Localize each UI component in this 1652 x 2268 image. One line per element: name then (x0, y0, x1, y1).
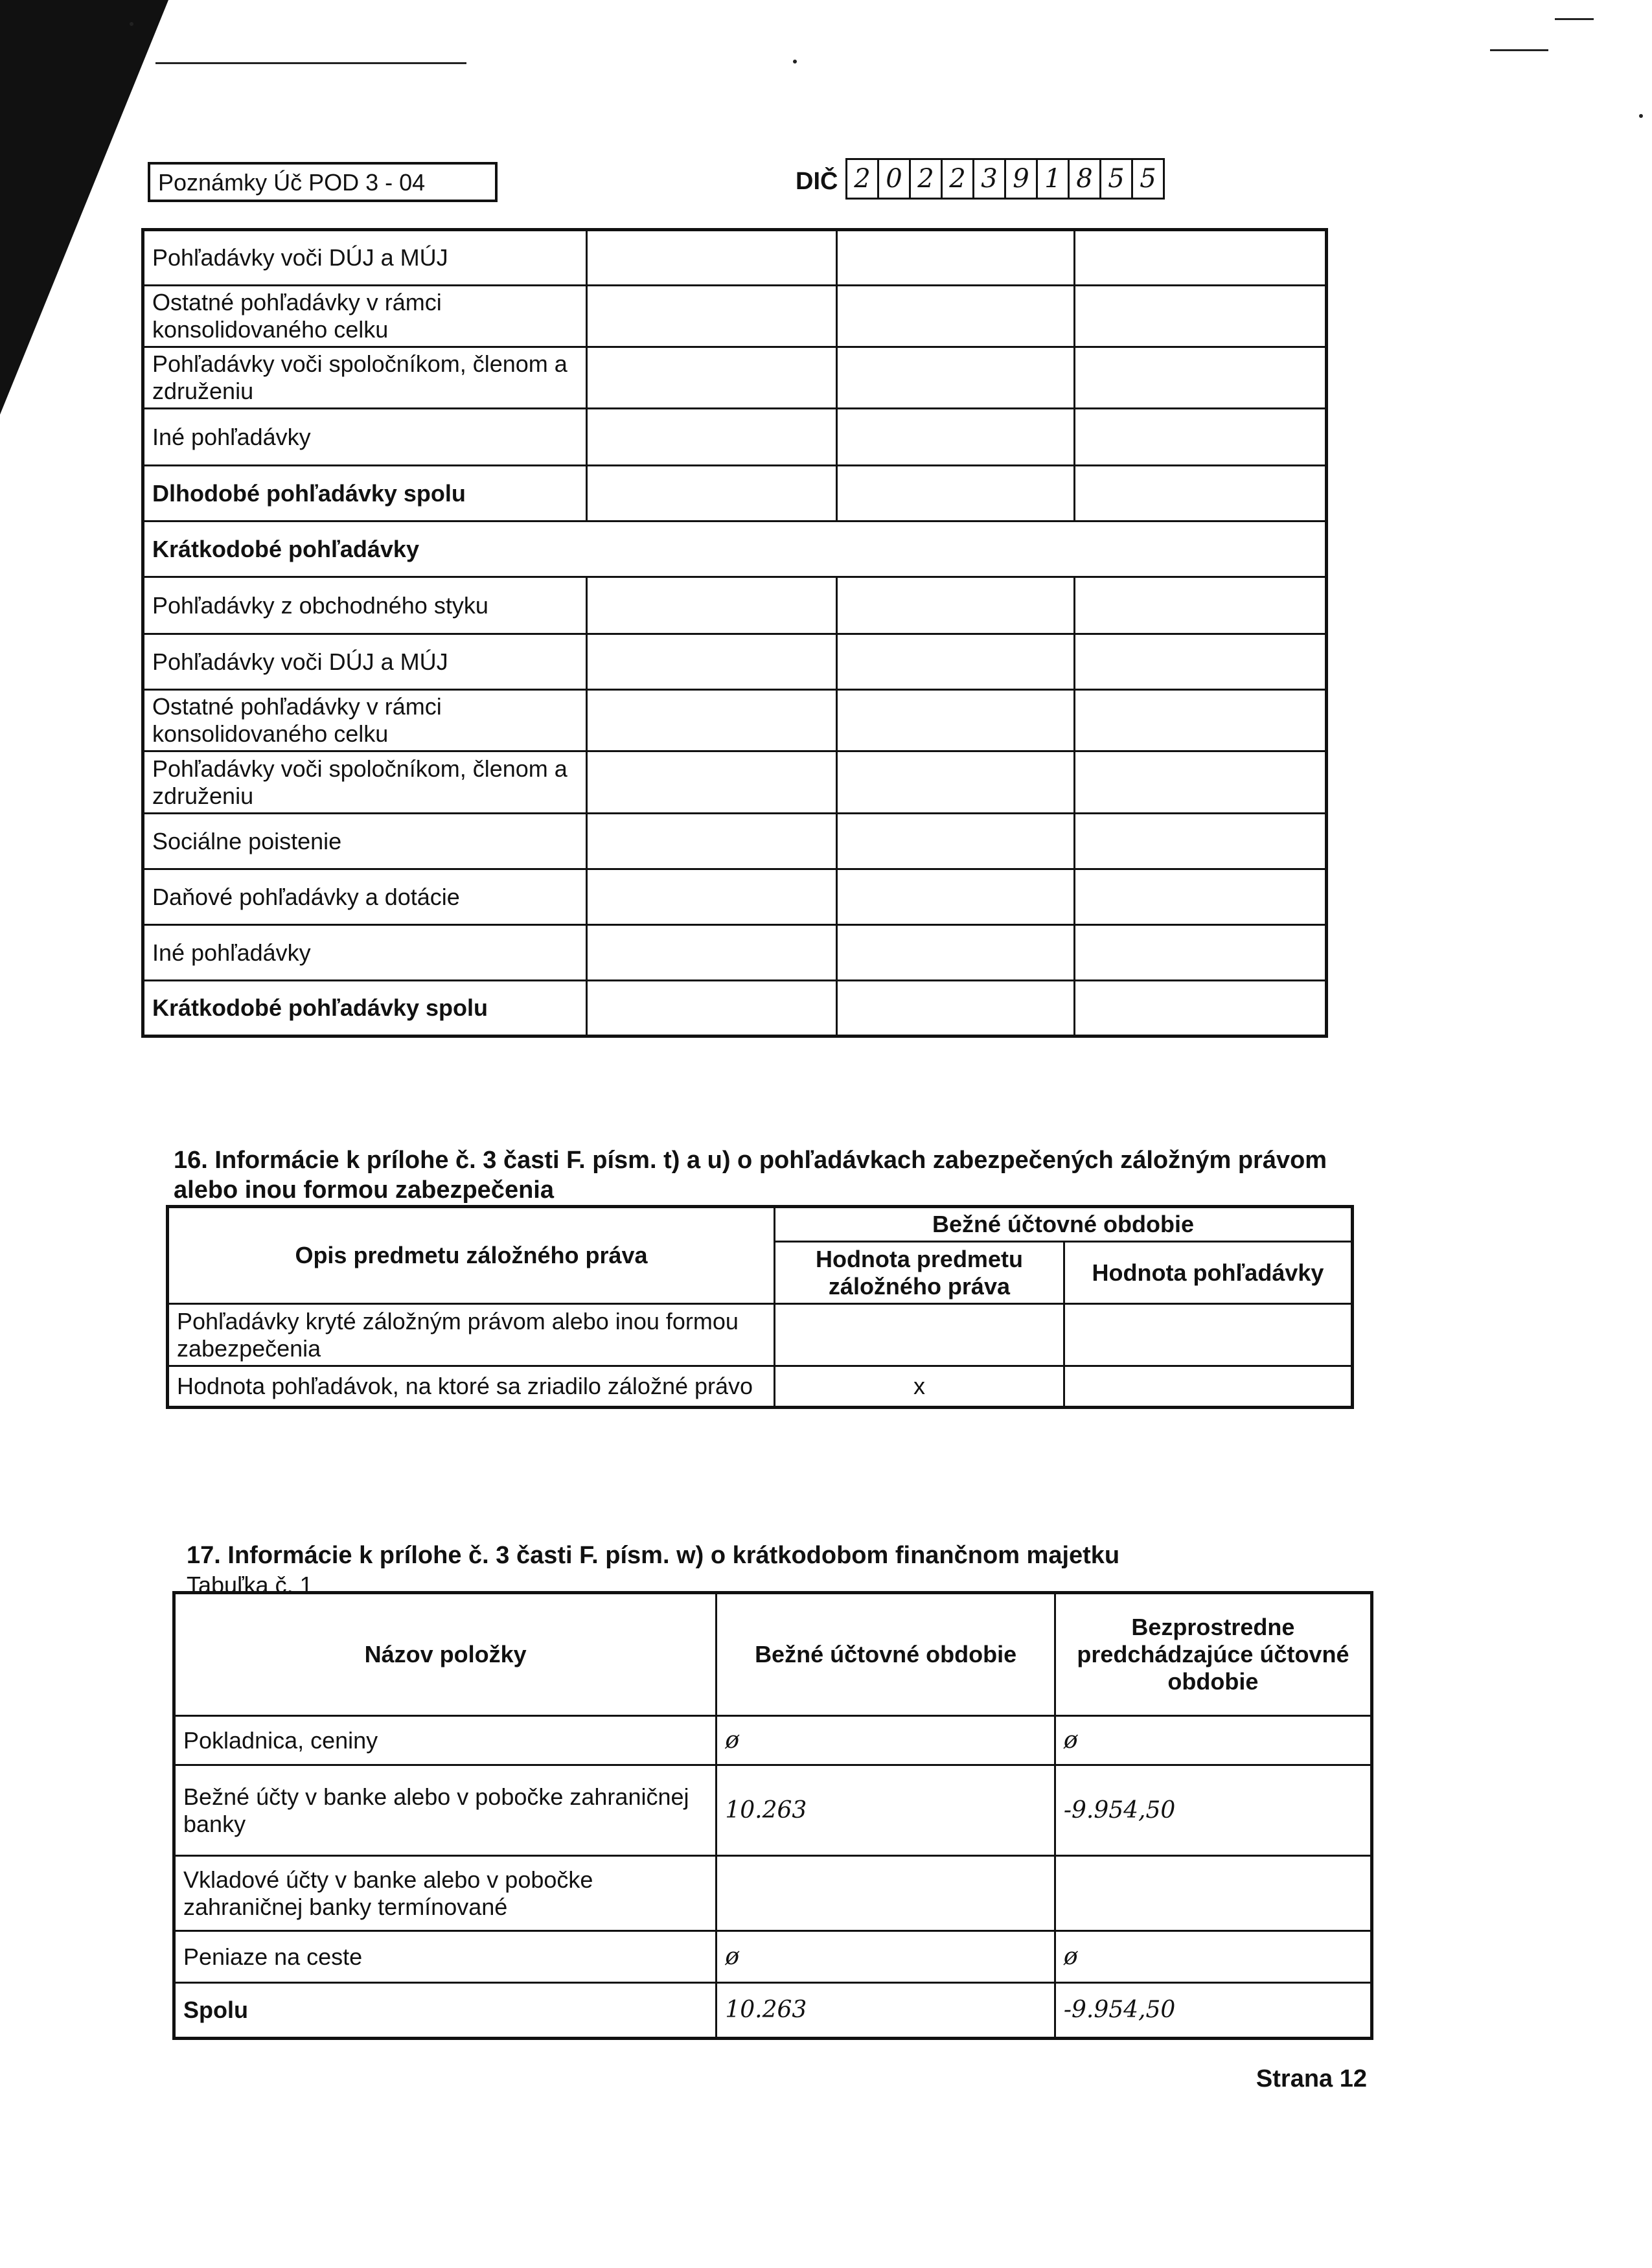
table-row (143, 869, 1327, 925)
table-row (143, 409, 1327, 466)
scan-speck (130, 22, 133, 26)
cell-previous: ø (1055, 1716, 1371, 1765)
table-row (143, 751, 1327, 814)
cell-current (717, 1856, 1055, 1931)
financial-assets-table (172, 1591, 1373, 2040)
table-row (143, 634, 1327, 690)
row-label: Pohľadávky kryté záložným právom alebo inou formou zabezpečenia (168, 1304, 775, 1366)
cell-previous: -9.954,50 (1055, 1983, 1371, 2039)
row-label-total: Spolu (174, 1983, 717, 2039)
table-row (174, 1716, 1372, 1765)
table-section-row (143, 521, 1327, 577)
row-label: Sociálne poistenie (143, 814, 587, 869)
table-row (174, 1856, 1372, 1931)
row-label: Ostatné pohľadávky v rámci konsolidovaného celku (143, 690, 587, 751)
page-number: Strana 12 (1256, 2065, 1367, 2092)
collateral-table (166, 1205, 1354, 1409)
row-label: Vkladové účty v banke alebo v pobočke zahraničnej banky termínované (174, 1856, 717, 1931)
table-row (143, 814, 1327, 869)
dic-digit: 2 (845, 158, 879, 200)
scan-speck (1639, 114, 1643, 118)
row-label: Pokladnica, ceniny (174, 1716, 717, 1765)
section-17-number: 17. (187, 1542, 221, 1569)
table-row-total (143, 981, 1327, 1037)
column-header: Bezprostredne predchádzajúce účtovné obdobie (1055, 1593, 1371, 1716)
row-label: Pohľadávky voči DÚJ a MÚJ (143, 230, 587, 286)
dic-digit: 3 (972, 158, 1006, 200)
receivables-table (141, 228, 1328, 1038)
table-row (143, 230, 1327, 286)
dic-digit: 2 (909, 158, 943, 200)
table-header-row (174, 1593, 1372, 1716)
table-row (168, 1366, 1353, 1408)
dic-digit: 5 (1131, 158, 1165, 200)
cell-current: ø (717, 1716, 1055, 1765)
row-label: Pohľadávky voči spoločníkom, členom a združeniu (143, 347, 587, 409)
cell-previous (1055, 1856, 1371, 1931)
form-id-label: Poznámky Úč POD 3 - 04 (148, 162, 498, 202)
dic-label: DIČ (796, 168, 838, 195)
column-group-header: Bežné účtovné obdobie (775, 1207, 1353, 1242)
column-header: Bežné účtovné obdobie (717, 1593, 1055, 1716)
table-row (174, 1931, 1372, 1983)
table-row (174, 1765, 1372, 1856)
scan-rule-top-left (155, 62, 466, 64)
row-label: Ostatné pohľadávky v rámci konsolidovaného celku (143, 286, 587, 347)
cell-previous: ø (1055, 1931, 1371, 1983)
cell-current: 10.263 (717, 1983, 1055, 2039)
section-16-number: 16. (174, 1147, 208, 1174)
table-row (143, 690, 1327, 751)
row-label: Bežné účty v banke alebo v pobočke zahraničnej banky (174, 1765, 717, 1856)
row-label: Peniaze na ceste (174, 1931, 717, 1983)
dic-digit: 5 (1099, 158, 1133, 200)
row-label-total: Krátkodobé pohľadávky spolu (143, 981, 587, 1037)
row-label: Iné pohľadávky (143, 925, 587, 981)
table-row (143, 577, 1327, 634)
row-label: Hodnota pohľadávok, na ktoré sa zriadilo záložné právo (168, 1366, 775, 1408)
table-row-total (143, 466, 1327, 521)
row-label: Daňové pohľadávky a dotácie (143, 869, 587, 925)
cell-previous: -9.954,50 (1055, 1765, 1371, 1856)
row-label: Pohľadávky z obchodného styku (143, 577, 587, 634)
section-16-heading (174, 1145, 1340, 1205)
table-row-total (174, 1983, 1372, 2039)
dic-digit-boxes (847, 158, 1165, 200)
dic-digit: 9 (1004, 158, 1038, 200)
section-17-heading (187, 1541, 1353, 1570)
column-header: Opis predmetu záložného práva (168, 1207, 775, 1304)
table-row (143, 286, 1327, 347)
column-header: Hodnota pohľadávky (1064, 1242, 1352, 1304)
cell-current: ø (717, 1931, 1055, 1983)
table-header-row (168, 1207, 1353, 1242)
row-label: Iné pohľadávky (143, 409, 587, 466)
section-17-title: Informácie k prílohe č. 3 časti F. písm. w) o krátkodobom finančnom majetku (227, 1542, 1120, 1569)
dic-digit: 8 (1068, 158, 1101, 200)
scan-rule-top-right-2 (1555, 18, 1594, 20)
table-row (143, 347, 1327, 409)
cell-mark: x (775, 1366, 1064, 1408)
table-row (168, 1304, 1353, 1366)
scan-speck (793, 60, 797, 63)
table-label: Tabuľka č. 1 (187, 1572, 313, 1598)
dic-digit: 2 (941, 158, 974, 200)
column-header: Názov položky (174, 1593, 717, 1716)
row-label: Pohľadávky voči DÚJ a MÚJ (143, 634, 587, 690)
dic-digit: 1 (1036, 158, 1070, 200)
cell-current: 10.263 (717, 1765, 1055, 1856)
table-row (143, 925, 1327, 981)
section-heading-short-term: Krátkodobé pohľadávky (143, 521, 1327, 577)
column-header: Hodnota predmetu záložného práva (775, 1242, 1064, 1304)
scan-rule-top-right (1490, 49, 1548, 51)
row-label: Pohľadávky voči spoločníkom, členom a združeniu (143, 751, 587, 814)
section-16-title: Informácie k prílohe č. 3 časti F. písm. t) a u) o pohľadávkach zabezpečených záložným právom alebo inou formou zabezpečenia (174, 1147, 1327, 1204)
row-label-total: Dlhodobé pohľadávky spolu (143, 466, 587, 521)
dic-digit: 0 (877, 158, 911, 200)
